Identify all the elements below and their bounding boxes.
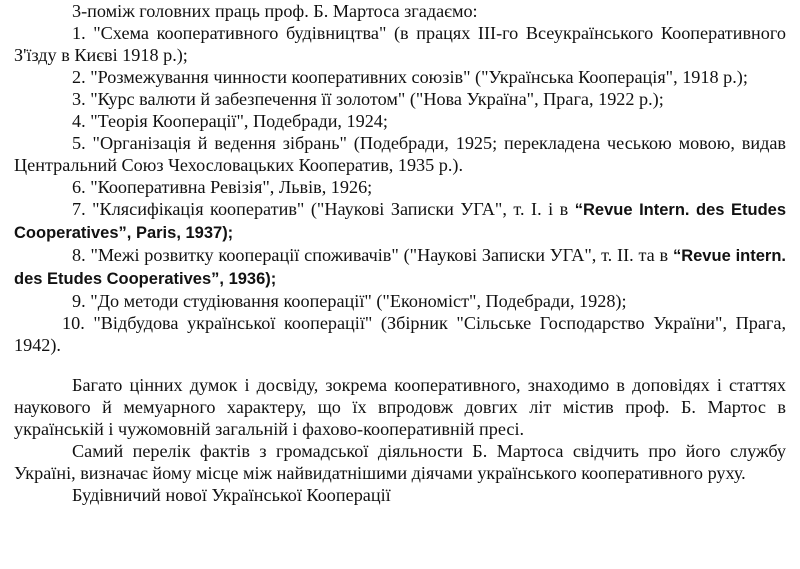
section-gap — [14, 356, 786, 374]
work-item-7-text: 7. "Клясифікація кооператив" ("Наукові Записки УГА", т. I. і в — [72, 199, 575, 219]
work-item-6: 6. "Кооперативна Ревізія", Львів, 1926; — [72, 177, 373, 197]
work-item-8-text: 8. "Межі розвитку кооперації споживачів" ("Наукові Записки УГА", т. II. та в — [72, 245, 673, 265]
work-item-1: 1. "Схема кооперативного будівництва" (в працях III-го Всеукраїнського Кооперативного З'їзду в Києві 1918 р.); — [14, 23, 786, 65]
work-item-8-latin: “Revue intern. des Etudes Cooperatives”, 1936); — [14, 247, 787, 288]
work-item-3: 3. "Курс валюти й забезпечення її золотом" ("Нова Україна", Прага, 1922 р.); — [72, 89, 664, 109]
works-list — [14, 22, 786, 356]
work-item-7-latin: “Revue Intern. des Etudes Cooperatives”, Paris, 1937); — [14, 201, 786, 242]
work-item-8 — [14, 244, 786, 290]
cut-off-line: Будівничий нової Української Кооперації — [72, 485, 391, 505]
intro-line: 3-поміж головних праць проф. Б. Мартоса згадаємо: — [72, 1, 478, 21]
work-item-5: 5. "Організація й ведення зібрань" (Подебради, 1925; перекладена чеською мовою, видав Центральний Союз Чехословацьких Кооператив, 1935 р.). — [14, 133, 786, 175]
work-item-2: 2. "Розмежування чинности кооперативних союзів" ("Українська Кооперація", 1918 р.); — [72, 67, 748, 87]
work-item-9: 9. "До методи студіювання кооперації" ("Економіст", Подебради, 1928); — [72, 291, 627, 311]
work-item-4: 4. "Теорія Кооперації", Подебради, 1924; — [72, 111, 388, 131]
paragraph-summary: Самий перелік фактів з громадської діяльности Б. Мартоса свідчить про його службу Україні, визначає йому місце між найвидатнішими діячами українського кооперативного руху. — [14, 441, 786, 483]
work-item-10: 10. "Відбудова української кооперації" (Збірник "Сільське Господарство України", Прага, 1942). — [14, 313, 786, 355]
work-item-7 — [14, 198, 786, 244]
paragraph-contributions: Багато цінних думок і досвіду, зокрема кооперативного, знаходимо в доповідях і статтях наукового й мемуарного характеру, що їх впродовж довгих літ містив проф. Б. Мартос в українській і чужомовній загальній і фахово-кооперативній пресі. — [14, 375, 786, 439]
document-page — [14, 0, 787, 505]
